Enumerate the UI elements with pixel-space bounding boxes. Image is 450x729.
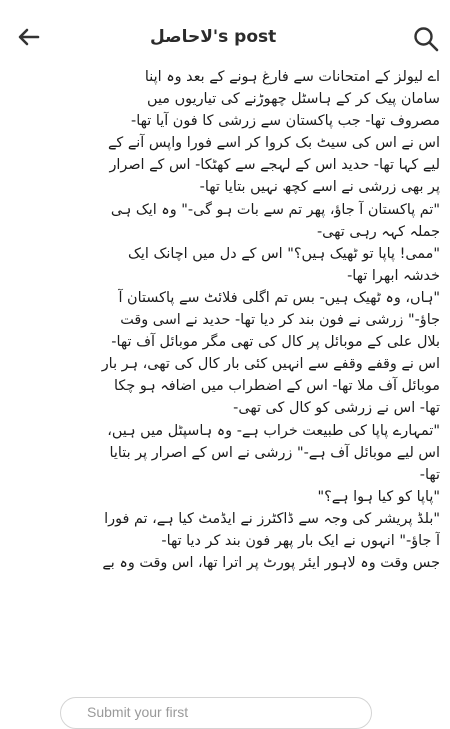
post-line: جملہ کہہ رہی تھی- — [316, 223, 440, 240]
post-line: "تم پاکستان آ جاؤ، پھر تم سے بات ہو گی-" وہ ایک ہی — [110, 201, 440, 218]
post-line: آ جاؤ-" انہوں نے ایک بار پھر فون بند کر دیا تھا- — [161, 532, 440, 549]
post-line: اس نے اس کی سیٹ بک کروا کر اسے فورا واپس آنے کے — [107, 135, 440, 152]
post-line: موبائل آف ملا تھا- اس کے اضطراب میں اضافہ ہو چکا — [114, 378, 440, 395]
page-title: لاحاصل's post — [150, 27, 277, 47]
post-line: اس نے وقفے وقفے سے انہیں کئی بار کال کی تھی، ہر بار — [101, 356, 440, 373]
post-line: تھا- اس نے زرشی کو کال کی تھی- — [233, 400, 440, 417]
post-line: جاؤ-" زرشی نے فون بند کر دیا تھا- حدید نے اسی وقت — [120, 312, 440, 329]
post-body — [10, 66, 440, 686]
back-button[interactable] — [14, 22, 44, 52]
post-line: لیے کہا تھا- حدید اس کے لہجے سے کھٹکا- اس کے اصرار — [109, 157, 440, 174]
search-icon — [411, 24, 441, 54]
comment-placeholder: Submit your first — [87, 704, 189, 720]
post-line: اے لیولز کے امتحانات سے فارغ ہونے کے بعد وہ اپنا — [144, 69, 440, 85]
post-line: "ممی! پاپا تو ٹھیک ہیں؟" اس کے دل میں اچانک ایک — [128, 245, 440, 262]
app-header — [0, 0, 450, 70]
post-line: اس لیے موبائل آف ہے-" زرشی نے اس کے اصرار پر بتایا — [109, 444, 440, 461]
post-line: "تمہارے پاپا کی طبیعت خراب ہے- وہ ہاسپٹل میں ہیں، — [107, 422, 440, 439]
arrow-left-icon — [14, 22, 44, 52]
post-line: بلال علی کے موبائل پر کال کی تھی مگر موبائل آف تھا- — [111, 334, 440, 351]
comment-input[interactable] — [60, 697, 372, 729]
post-line: جس وقت وہ لاہور ایئر پورٹ پر اترا تھا، اس وقت وہ بے — [102, 555, 440, 572]
post-line: "ہاں، وہ ٹھیک ہیں- بس تم اگلی فلائٹ سے پاکستان آ — [118, 289, 440, 306]
search-button[interactable] — [411, 24, 441, 54]
post-line: مصروف تھا- جب پاکستان سے زرشی کا فون آیا تھا- — [131, 113, 440, 130]
post-line: "بلڈ پریشر کی وجہ سے ڈاکٹرز نے ایڈمٹ کیا ہے، تم فورا — [104, 510, 440, 527]
post-line: "پاپا کو کیا ہوا ہے؟" — [317, 488, 440, 505]
post-line: پر بھی زرشی نے اسے کچھ نہیں بتایا تھا- — [199, 179, 440, 196]
post-line: سامان پیک کر کے ہاسٹل چھوڑنے کی تیاریوں میں — [146, 91, 440, 108]
post-line: خدشہ ابھرا تھا- — [347, 267, 440, 284]
post-line: تھا- — [419, 466, 440, 483]
